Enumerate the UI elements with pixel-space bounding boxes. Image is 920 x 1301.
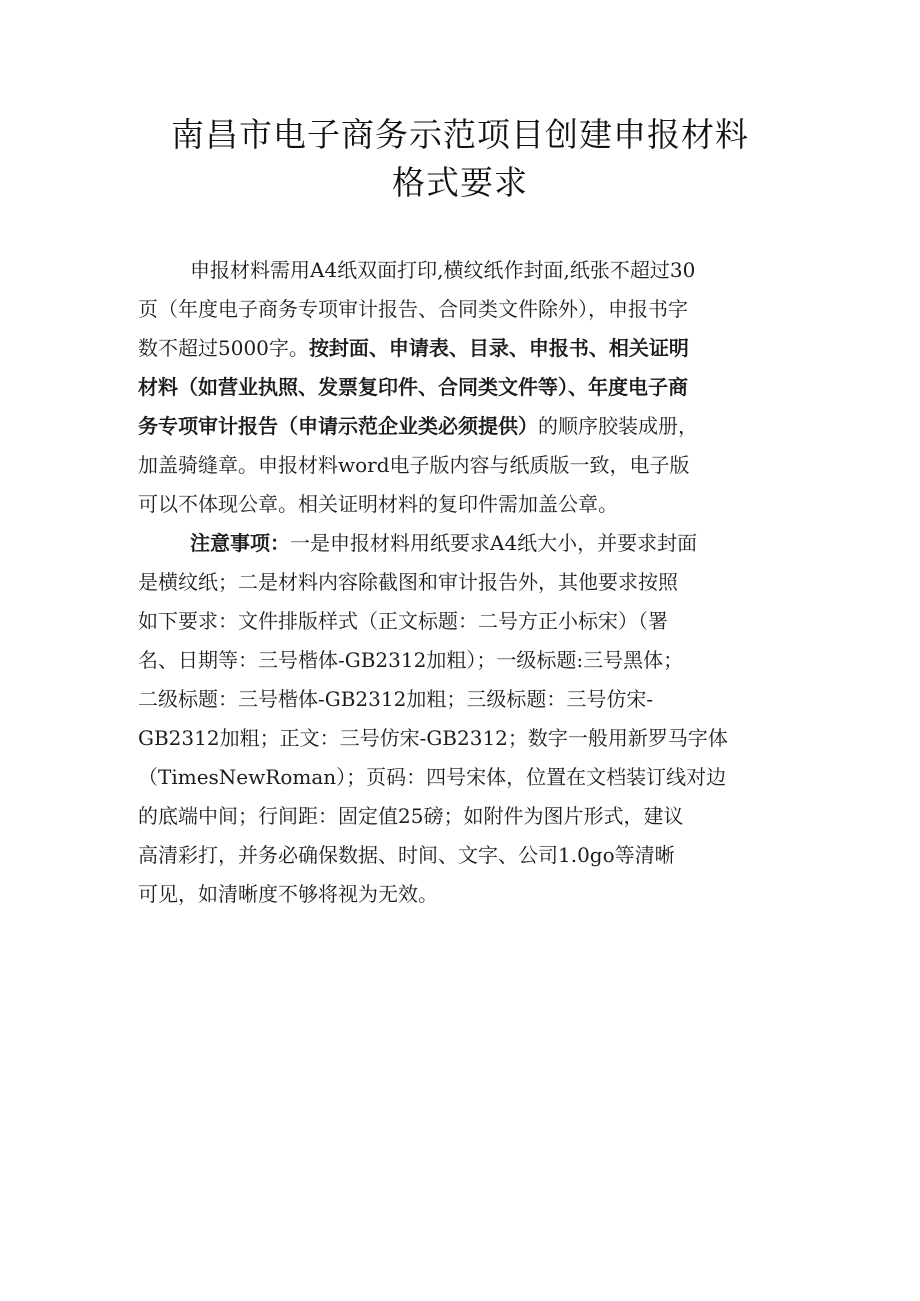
paragraph-1-line-7 (138, 489, 618, 519)
paragraph-2-line-8 (138, 801, 683, 831)
text-run: 二级标题：三号楷体-GB2312加粗；三级标题：三号仿宋- (138, 687, 654, 711)
paragraph-2-line-4 (138, 645, 683, 675)
text-run: 页（年度电子商务专项审计报告、合同类文件除外），申报书字 (138, 297, 688, 321)
paragraph-2-line-6 (138, 723, 728, 753)
text-run: 申报材料需用A4纸双面打印,横纹纸作封面,纸张不超过30 (190, 258, 696, 282)
text-run: 的顺序胶装成册， (538, 414, 698, 438)
document-title-line1: 南昌市电子商务示范项目创建申报材料 (171, 115, 749, 154)
paragraph-2-line-9 (138, 840, 675, 870)
text-run: 名、日期等：三号楷体-GB2312加粗）；一级标题:三号黑体； (138, 648, 684, 672)
paragraph-2-line-3 (138, 606, 668, 636)
text-run: 是横纹纸；二是材料内容除截图和审计报告外，其他要求按照 (138, 570, 678, 594)
paragraph-1-line-1 (190, 255, 695, 285)
text-run: 的底端中间；行间距：固定值25磅；如附件为图片形式，建议 (138, 804, 684, 828)
paragraph-1-line-5 (138, 411, 698, 441)
text-run: 一是申报材料用纸要求A4纸大小，并要求封面 (290, 531, 698, 555)
paragraph-2-line-10 (138, 879, 438, 909)
paragraph-1-line-4 (138, 372, 688, 402)
text-run: GB2312加粗；正文：三号仿宋-GB2312；数字一般用新罗马字体 (138, 726, 728, 750)
paragraph-1-line-3 (138, 333, 689, 363)
text-run: （TimesNewRoman）；页码：四号宋体，位置在文档装订线对边 (138, 765, 727, 789)
document-title-line2: 格式要求 (392, 163, 528, 202)
paragraph-2-line-7 (138, 762, 726, 792)
bold-text-run: 注意事项： (190, 531, 290, 555)
paragraph-1-line-2 (138, 294, 688, 324)
text-run: 加盖骑缝章。申报材料word电子版内容与纸质版一致，电子版 (138, 453, 690, 477)
text-run: 如下要求：文件排版样式（正文标题：二号方正小标宋）（署 (138, 609, 668, 633)
bold-text-run: 务专项审计报告（申请示范企业类必须提供） (138, 414, 538, 438)
paragraph-2-line-1 (190, 528, 697, 558)
text-run: 可见，如清晰度不够将视为无效。 (138, 882, 438, 906)
paragraph-2-line-2 (138, 567, 678, 597)
bold-text-run: 材料（如营业执照、发票复印件、合同类文件等）、年度电子商 (138, 375, 688, 399)
bold-text-run: 按封面、申请表、目录、申报书、相关证明 (308, 336, 689, 360)
paragraph-2-line-5 (138, 684, 653, 714)
paragraph-1-line-6 (138, 450, 690, 480)
text-run: 可以不体现公章。相关证明材料的复印件需加盖公章。 (138, 492, 618, 516)
text-run: 数不超过5000字。 (138, 336, 309, 360)
text-run: 高清彩打，并务必确保数据、时间、文字、公司1.0go等清晰 (138, 843, 675, 867)
